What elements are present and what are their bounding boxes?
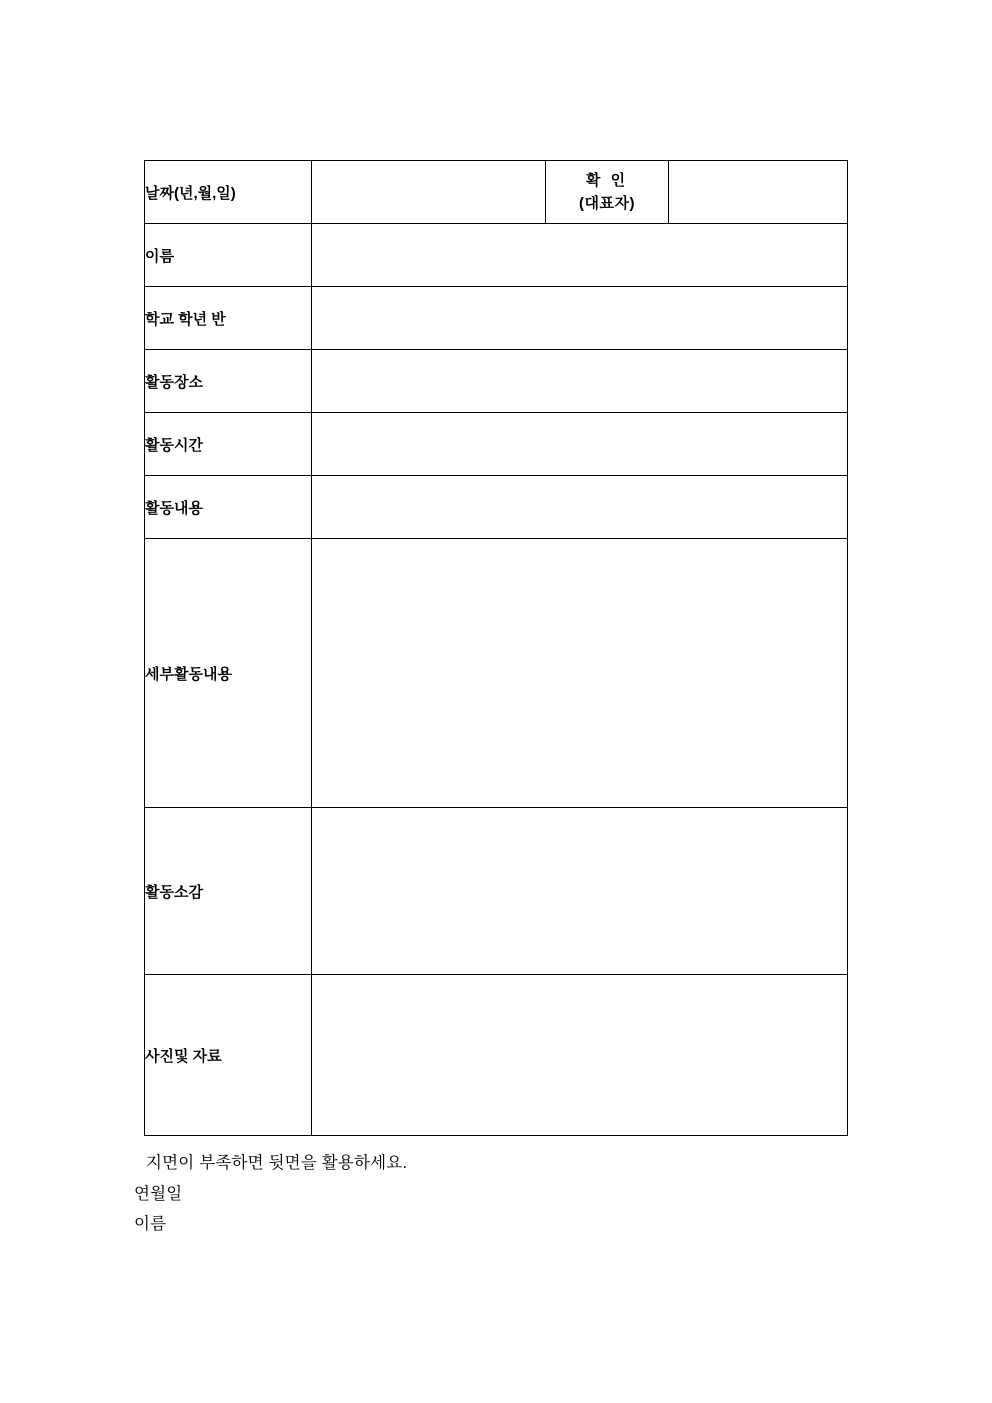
- row-value-photo[interactable]: [312, 975, 848, 1136]
- table-row-photo: [145, 975, 848, 1136]
- row-label-time: 활동시간: [145, 413, 312, 476]
- confirm-label-line2: (대표자): [579, 195, 635, 212]
- note-line-date: 연월일: [134, 1184, 183, 1203]
- row-value-content[interactable]: [312, 476, 848, 539]
- table-row-time: [145, 413, 848, 476]
- row-value-school[interactable]: [312, 287, 848, 350]
- row-value-confirm[interactable]: [669, 161, 848, 224]
- row-label-photo: 사진및 자료: [145, 975, 312, 1136]
- row-label-detail: 세부활동내용: [145, 539, 312, 808]
- note-line-name: 이름: [134, 1215, 167, 1234]
- table-row-content: [145, 476, 848, 539]
- row-label-school: 학교 학년 반: [145, 287, 312, 350]
- row-label-confirm: [546, 161, 669, 224]
- row-value-place[interactable]: [312, 350, 848, 413]
- table-row-name: [145, 224, 848, 287]
- table-row-school: [145, 287, 848, 350]
- table-row-place: [145, 350, 848, 413]
- row-value-name[interactable]: [312, 224, 848, 287]
- footer-notes: [134, 1148, 894, 1240]
- row-label-place: 활동장소: [145, 350, 312, 413]
- row-value-review[interactable]: [312, 808, 848, 975]
- table-row-review: [145, 808, 848, 975]
- row-label-name: 이름: [145, 224, 312, 287]
- table-row-date: [145, 161, 848, 224]
- row-label-review: 활동소감: [145, 808, 312, 975]
- row-value-date[interactable]: [312, 161, 546, 224]
- table-row-detail: [145, 539, 848, 808]
- row-label-date: 날짜(년,월,일): [145, 161, 312, 224]
- row-label-content: 활동내용: [145, 476, 312, 539]
- note-line-instruction: 지면이 부족하면 뒷면을 활용하세요.: [146, 1154, 408, 1172]
- row-value-time[interactable]: [312, 413, 848, 476]
- confirm-label-line1: 확 인: [585, 171, 629, 189]
- row-value-detail[interactable]: [312, 539, 848, 808]
- activity-record-table: [144, 160, 848, 1136]
